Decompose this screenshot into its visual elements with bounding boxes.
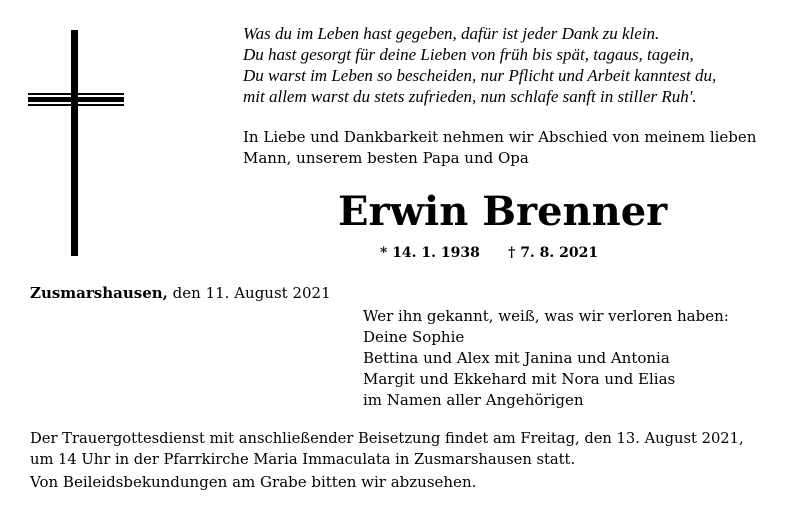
- mourners-line: Bettina und Alex mit Janina und Antonia: [363, 349, 670, 367]
- notice-line: Der Trauergottesdienst mit anschließender Beisetzung findet am Freitag, den 13. August 2021,: [30, 430, 744, 447]
- farewell-intro: [243, 127, 756, 169]
- mourners-line: im Namen aller Angehörigen: [363, 391, 584, 409]
- intro-line: Mann, unserem besten Papa und Opa: [243, 149, 529, 167]
- funeral-service-notice: [30, 428, 744, 470]
- poem-line: Du hast gesorgt für deine Lieben von früh bis spät, tagaus, tagein,: [243, 45, 694, 64]
- birth-date: * 14. 1. 1938: [380, 245, 480, 261]
- deceased-name: Erwin Brenner: [338, 188, 668, 235]
- mourners-line: Margit und Ekkehard mit Nora und Elias: [363, 370, 676, 388]
- intro-line: In Liebe und Dankbarkeit nehmen wir Abschied von meinem lieben: [243, 128, 757, 146]
- poem-line: Was du im Leben hast gegeben, dafür ist jeder Dank zu klein.: [243, 24, 660, 43]
- latin-cross-icon: [0, 0, 130, 260]
- mourners-line: Deine Sophie: [363, 328, 465, 346]
- date: den 11. August 2021: [172, 284, 331, 302]
- place: Zusmarshausen,: [30, 284, 168, 302]
- memorial-poem: [243, 23, 716, 107]
- poem-line: mit allem warst du stets zufrieden, nun schlafe sanft in stiller Ruh'.: [243, 87, 697, 106]
- condolence-note: Von Beileidsbekundungen am Grabe bitten wir abzusehen.: [30, 473, 477, 491]
- poem-line: Du warst im Leben so bescheiden, nur Pflicht und Arbeit kanntest du,: [243, 66, 717, 85]
- notice-line: um 14 Uhr in der Pfarrkirche Maria Immaculata in Zusmarshausen statt.: [30, 451, 576, 468]
- mourners-list: [363, 306, 729, 411]
- mourners-line: Wer ihn gekannt, weiß, was wir verloren haben:: [363, 307, 729, 325]
- death-date: † 7. 8. 2021: [508, 245, 599, 261]
- place-and-date: [30, 283, 331, 303]
